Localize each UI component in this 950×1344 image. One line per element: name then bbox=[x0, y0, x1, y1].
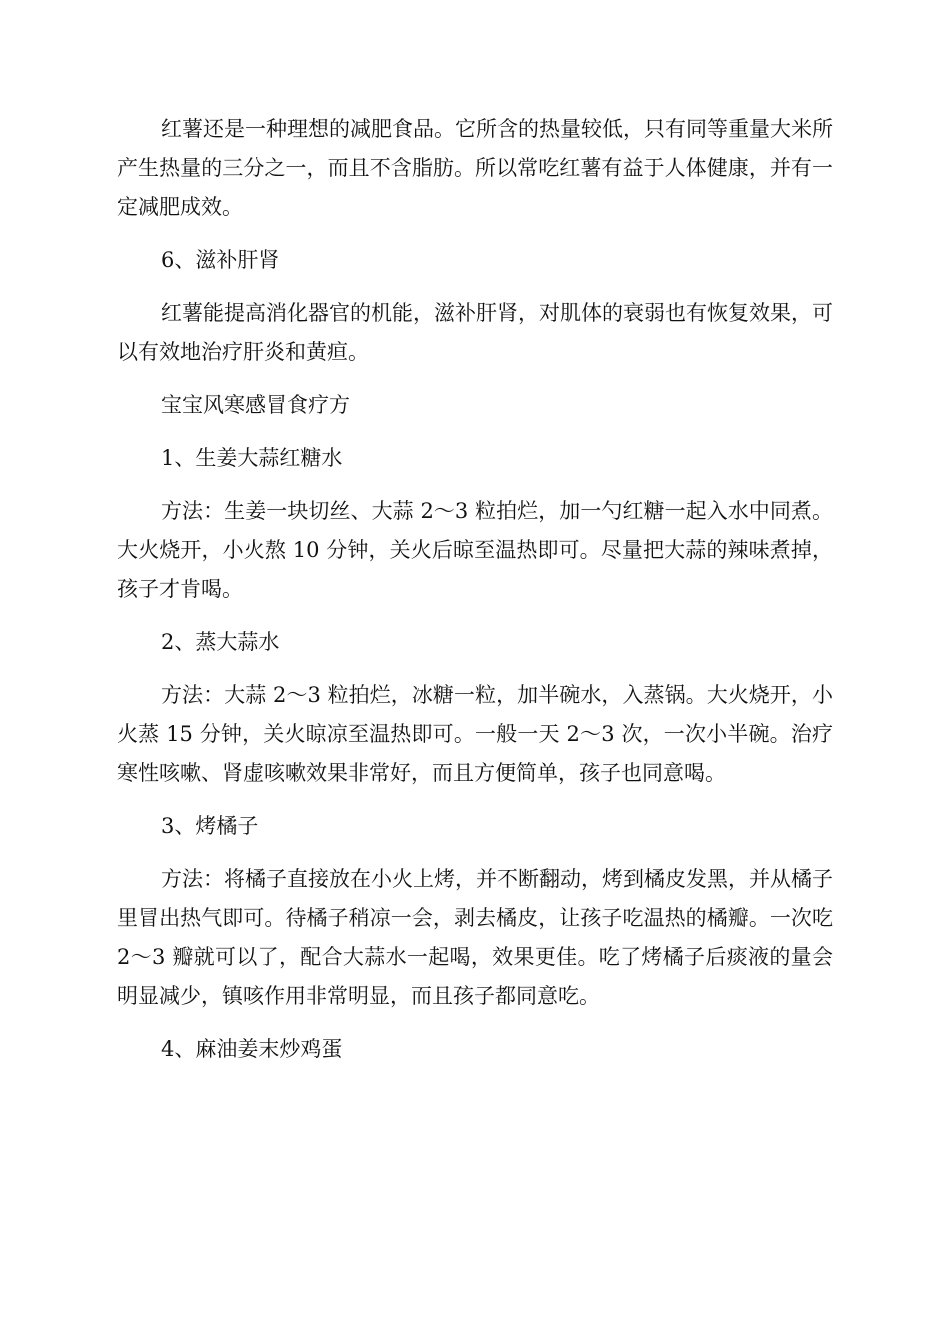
paragraph-steamed-garlic-method: 方法：大蒜 2～3 粒拍烂，冰糖一粒，加半碗水，入蒸锅。大火烧开，小火蒸 15 分钟，关火晾凉至温热即可。一般一天 2～3 次，一次小半碗。治疗寒性咳嗽、肾虚咳嗽效果非常好，而且方便简单，孩子也同意喝。 bbox=[117, 683, 833, 785]
paragraph-sweet-potato-diet: 红薯还是一种理想的减肥食品。它所含的热量较低，只有同等重量大米所产生热量的三分之一，而且不含脂肪。所以常吃红薯有益于人体健康，并有一定减肥成效。 bbox=[117, 117, 833, 219]
document-body bbox=[117, 110, 833, 1069]
paragraph-liver-kidney: 红薯能提高消化器官的机能，滋补肝肾，对肌体的衰弱也有恢复效果，可以有效地治疗肝炎和黄疸。 bbox=[117, 301, 833, 364]
heading-nourish-liver-kidney: 6、滋补肝肾 bbox=[161, 248, 280, 272]
heading-steamed-garlic-water: 2、蒸大蒜水 bbox=[161, 630, 280, 654]
paragraph-roasted-orange-method: 方法：将橘子直接放在小火上烤，并不断翻动，烤到橘皮发黑，并从橘子里冒出热气即可。待橘子稍凉一会，剥去橘皮，让孩子吃温热的橘瓣。一次吃 2～3 瓣就可以了，配合大蒜水一起喝，效果更佳。吃了烤橘子后痰液的量会明显减少，镇咳作用非常明显，而且孩子都同意吃。 bbox=[117, 867, 833, 1008]
heading-sesame-ginger-egg: 4、麻油姜末炒鸡蛋 bbox=[161, 1037, 343, 1061]
heading-ginger-garlic-water: 1、生姜大蒜红糖水 bbox=[161, 446, 343, 470]
paragraph-ginger-garlic-method: 方法：生姜一块切丝、大蒜 2～3 粒拍烂，加一勺红糖一起入水中同煮。大火烧开，小火熬 10 分钟，关火后晾至温热即可。尽量把大蒜的辣味煮掉，孩子才肯喝。 bbox=[117, 499, 833, 601]
heading-roasted-orange: 3、烤橘子 bbox=[161, 814, 259, 838]
section-title-cold-remedies: 宝宝风寒感冒食疗方 bbox=[161, 393, 350, 417]
